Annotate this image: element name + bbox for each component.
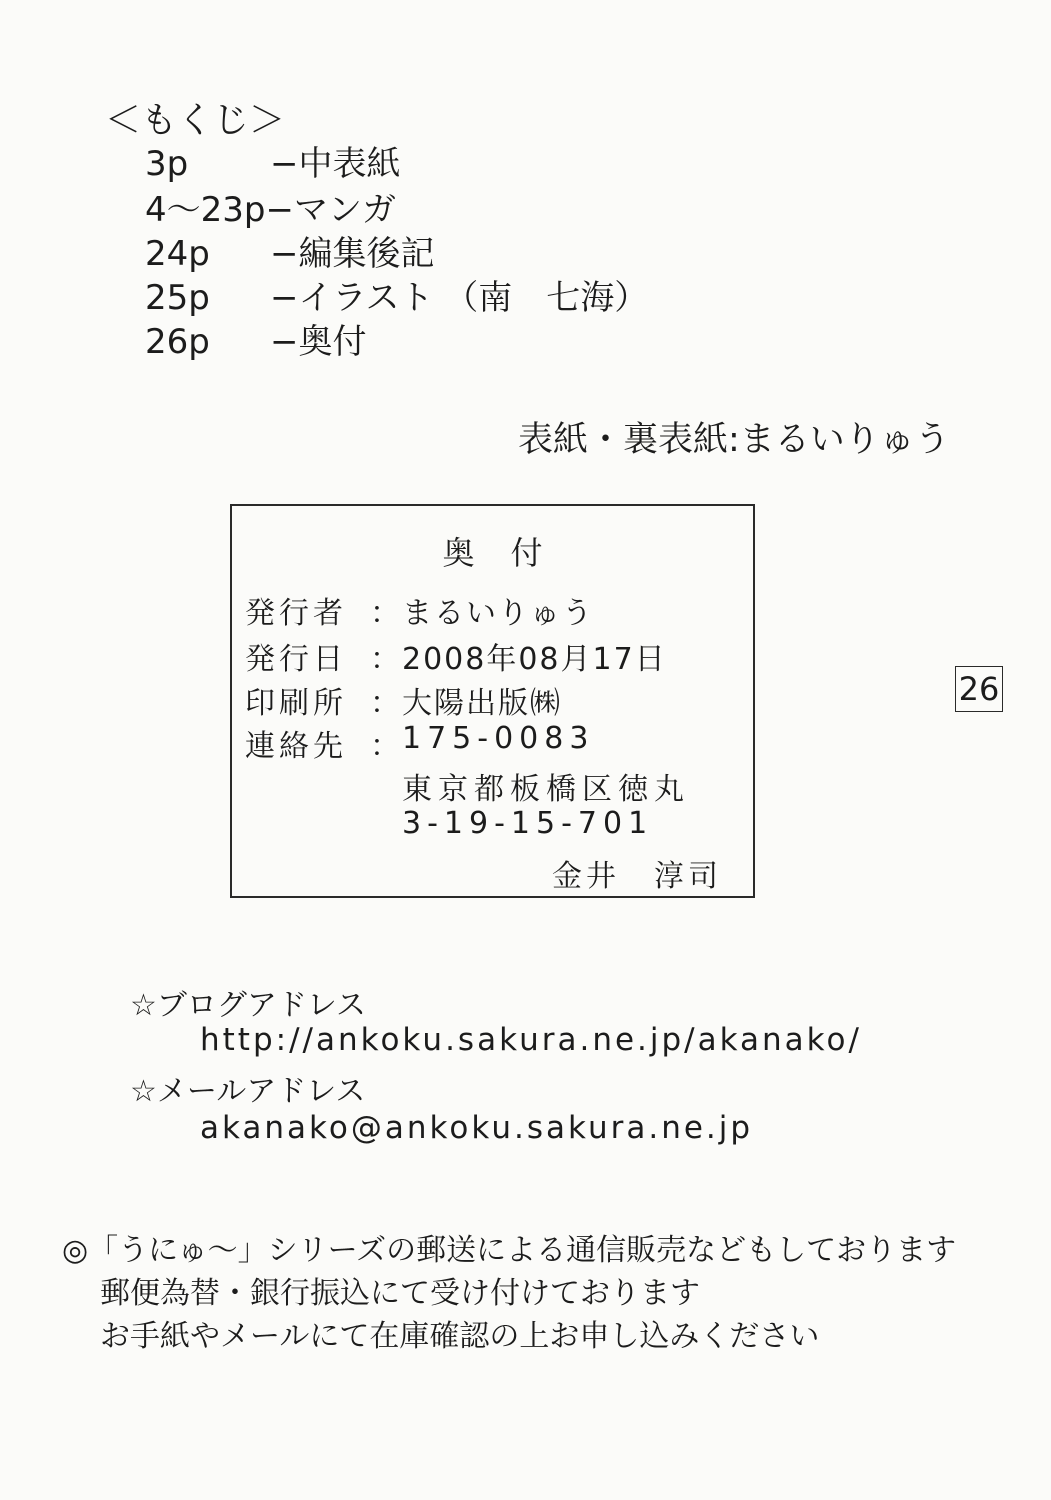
notice-line-1: ◎「うにゅ〜」シリーズの郵送による通信販売などもしております xyxy=(62,1233,957,1268)
colophon-title: 奥付 xyxy=(442,534,579,572)
notice-line-3: お手紙やメールにて在庫確認の上お申し込みください xyxy=(100,1319,820,1354)
blog-url: http://ankoku.sakura.ne.jp/akanako/ xyxy=(200,1022,862,1058)
publisher-label: 発行者 xyxy=(245,596,347,631)
toc-item-desc: −編集後記 xyxy=(270,234,435,274)
date-value: 2008年08月17日 xyxy=(402,642,667,677)
printer-value: 大陽出版㈱ xyxy=(402,686,562,721)
toc-item-desc: −中表紙 xyxy=(270,144,401,184)
toc-item-desc: 4〜23p−マンガ xyxy=(145,190,396,230)
date-label: 発行日 xyxy=(245,642,347,677)
toc-item-page: 3p xyxy=(145,144,189,184)
colophon-box xyxy=(230,504,755,898)
address-line-1: 東京都板橋区徳丸 xyxy=(402,772,690,807)
mail-label: ☆メールアドレス xyxy=(130,1074,366,1109)
toc-item-desc: −奥付 xyxy=(270,322,367,362)
toc-item-page: 26p xyxy=(145,322,210,362)
colon: ： xyxy=(370,642,400,677)
colon: ： xyxy=(370,686,400,721)
toc-item-desc: −イラスト （南 七海） xyxy=(270,278,649,318)
contact-label: 連絡先 xyxy=(245,729,347,764)
toc-item-page: 25p xyxy=(145,278,210,318)
contact-name: 金井 淳司 xyxy=(552,859,722,894)
publisher-value: まるいりゅう xyxy=(402,596,594,631)
toc-item-page: 24p xyxy=(145,234,210,274)
notice-line-2: 郵便為替・銀行振込にて受け付けております xyxy=(100,1276,700,1311)
page-number: 26 xyxy=(955,666,1003,712)
toc-heading: ＜もくじ＞ xyxy=(105,100,286,141)
cover-credit: 表紙・裏表紙:まるいりゅう xyxy=(518,420,950,460)
postal-code: 175-0083 xyxy=(402,721,595,756)
blog-label: ☆ブログアドレス xyxy=(130,988,366,1023)
mail-address: akanako@ankoku.sakura.ne.jp xyxy=(200,1110,754,1146)
address-line-2: 3-19-15-701 xyxy=(402,806,654,841)
printer-label: 印刷所 xyxy=(245,686,347,721)
colon: ： xyxy=(370,729,400,764)
colon: ： xyxy=(370,596,400,631)
